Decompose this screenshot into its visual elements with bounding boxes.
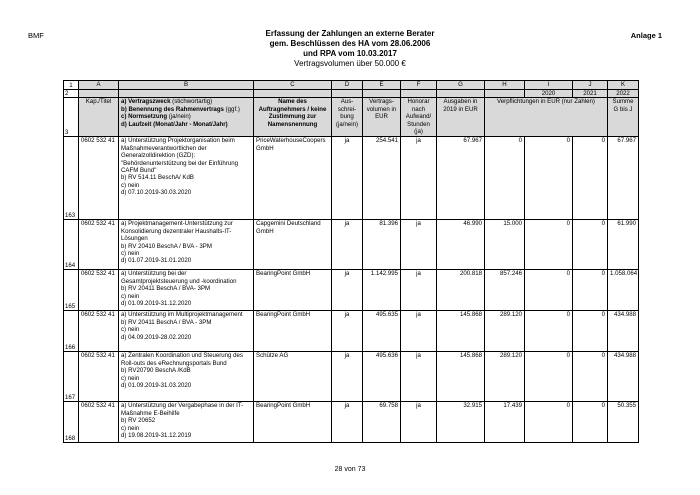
verpflichtung-2021-cell: 0 — [573, 220, 608, 270]
row-number: 1 — [64, 81, 79, 90]
row-number: 2 — [64, 90, 79, 98]
ausgaben-2019-cell: 200.818 — [437, 270, 485, 311]
year-row — [64, 90, 639, 98]
vertragsvolumen-cell: 81.396 — [363, 220, 401, 270]
table-row — [64, 311, 639, 352]
column-letter: A — [79, 81, 119, 90]
kap-titel-cell: 0602 532 41 — [79, 270, 119, 311]
verpflichtung-2020-cell: 0 — [525, 311, 573, 352]
table-row — [64, 137, 639, 220]
row-number: 164 — [64, 220, 79, 270]
auftragnehmer-cell: Capgemini Deutschland GmbH — [254, 220, 332, 270]
header-summe: Summe G bis J — [608, 98, 639, 137]
column-letter: G — [437, 81, 485, 90]
column-letter: H — [485, 81, 525, 90]
honorar-cell: ja — [401, 311, 437, 352]
title-line-2: gem. Beschlüssen des HA vom 28.06.2006 — [269, 39, 431, 48]
title-line-3: und RPA vom 10.03.2017 — [303, 49, 397, 58]
title-line-1: Erfassung der Zahlungen an externe Berater — [265, 29, 435, 38]
vertragsvolumen-cell: 495.636 — [363, 352, 401, 402]
summe-cell: 1.058.064 — [608, 270, 639, 311]
vertragsvolumen-cell: 69.758 — [363, 402, 401, 443]
title-line-4: Vertragsvolumen über 50.000 € — [294, 59, 406, 68]
ausschreibung-cell: ja — [332, 311, 363, 352]
payments-table — [63, 80, 639, 443]
summe-cell: 61.990 — [608, 220, 639, 270]
auftragnehmer-cell: BearingPoint GmbH — [254, 402, 332, 443]
column-letter: I — [525, 81, 573, 90]
honorar-cell: ja — [401, 220, 437, 270]
header-ausgaben-2019: Ausgaben in 2019 in EUR — [437, 98, 485, 137]
kap-titel-cell: 0602 532 41 — [79, 220, 119, 270]
vertragsvolumen-cell: 1.142.995 — [363, 270, 401, 311]
page-number: 28 von 73 — [334, 466, 366, 473]
table-row — [64, 352, 639, 402]
table-row — [64, 270, 639, 311]
verpflichtung-cell: 289.120 — [485, 311, 525, 352]
summe-cell: 434.988 — [608, 311, 639, 352]
column-letter: K — [608, 81, 639, 90]
kap-titel-cell: 0602 532 41 — [79, 402, 119, 443]
vertragszweck-cell: a) Projektmanagement-Unterstützung zur Konsolidierung dezentraler Haushalts-IT-Lösungen b) RV 20410 BeschA / BVA - 3PM c) nein d) 01.07.2019-31.01.2020 — [119, 220, 254, 270]
ausschreibung-cell: ja — [332, 352, 363, 402]
row-number: 3 — [64, 98, 79, 137]
ausgaben-2019-cell: 145.868 — [437, 311, 485, 352]
vertragszweck-cell: a) Unterstützung im Multiprojektmanagement b) RV 20411 BeschA / BVA - 3PM c) nein d) 04.09.2019-28.02.2020 — [119, 311, 254, 352]
year-2020: 2020 — [525, 90, 573, 98]
auftragnehmer-cell: PriceWaterhouseCoopers GmbH — [254, 137, 332, 220]
column-letter: J — [573, 81, 608, 90]
header-vertragsvolumen: Vertrags-volumen in EUR — [363, 98, 401, 137]
kap-titel-cell: 0602 532 41 — [79, 311, 119, 352]
ausgaben-2019-cell: 32.915 — [437, 402, 485, 443]
column-letter: F — [401, 81, 437, 90]
header-ausschreibung: Aus-schrei-bung (ja/nein) — [332, 98, 363, 137]
ausgaben-2019-cell: 67.967 — [437, 137, 485, 220]
vertragszweck-cell: a) Unterstützung der Vergabephase in der IT-Maßnahme E-Beihilfe b) RV 20652 c) nein d) 19.08.2019-31.12.2019 — [119, 402, 254, 443]
ausgaben-2019-cell: 145.868 — [437, 352, 485, 402]
verpflichtung-2020-cell: 0 — [525, 352, 573, 402]
verpflichtung-cell: 857.246 — [485, 270, 525, 311]
ausschreibung-cell: ja — [332, 402, 363, 443]
header-auftragnehmer: Name des Auftragnehmers / keine Zustimmung zur Namensnennung — [254, 98, 332, 137]
verpflichtung-2020-cell: 0 — [525, 137, 573, 220]
ausschreibung-cell: ja — [332, 270, 363, 311]
header-vertragszweck: a) Vertragszweck (stichwortartig) b) Benennung des Rahmenvertrags (ggf.) c) Normsetzung (ja/nein) d) Laufzeit (Monat/Jahr - Monat/Jahr) — [119, 98, 254, 137]
vertragszweck-cell: a) Zentralen Koordination und Steuerung des Roll-outs des eRechnungsportals Bund b) RV20790 BeschA /KdB c) nein d) 01.09.2019-31.03.2020 — [119, 352, 254, 402]
honorar-cell: ja — [401, 352, 437, 402]
verpflichtung-cell: 15.000 — [485, 220, 525, 270]
summe-cell: 50.355 — [608, 402, 639, 443]
column-letter: E — [363, 81, 401, 90]
verpflichtung-2021-cell: 0 — [573, 311, 608, 352]
document-title — [0, 29, 700, 69]
table-row — [64, 402, 639, 443]
verpflichtung-cell: 17.439 — [485, 402, 525, 443]
verpflichtung-2020-cell: 0 — [525, 402, 573, 443]
column-letter-row — [64, 81, 639, 90]
honorar-cell: ja — [401, 137, 437, 220]
ausschreibung-cell: ja — [332, 137, 363, 220]
header-verpflichtungen: Verpflichtungen in EUR (nur Zahlen) — [485, 98, 608, 137]
verpflichtung-2020-cell: 0 — [525, 220, 573, 270]
header-left: BMF — [28, 31, 44, 40]
verpflichtung-2021-cell: 0 — [573, 402, 608, 443]
table-row — [64, 220, 639, 270]
column-letter: B — [119, 81, 254, 90]
verpflichtung-2021-cell: 0 — [573, 270, 608, 311]
header-kap-titel: Kap./Titel — [79, 98, 119, 137]
kap-titel-cell: 0602 532 41 — [79, 352, 119, 402]
kap-titel-cell: 0602 532 41 — [79, 137, 119, 220]
vertragsvolumen-cell: 495.635 — [363, 311, 401, 352]
year-2021: 2021 — [573, 90, 608, 98]
year-2022: 2022 — [608, 90, 639, 98]
verpflichtung-cell: 289.120 — [485, 352, 525, 402]
vertragszweck-cell: a) Unterstützung Projektorganisation beim Maßnahmeverantwortlichen der Generalzolldirektion (GZD): "Behördenunterstützung bei der Einführung CAFM Bund" b) RV 514.11 BeschA/ KdB c) nein d) 07.10.2019-30.03.2020 — [119, 137, 254, 220]
header-honorar: Honorar nach Aufwand/ Stunden (ja) — [401, 98, 437, 137]
auftragnehmer-cell: BearingPoint GmbH — [254, 311, 332, 352]
header-row — [64, 98, 639, 137]
auftragnehmer-cell: Schütze AG — [254, 352, 332, 402]
verpflichtung-2021-cell: 0 — [573, 137, 608, 220]
verpflichtung-cell: 0 — [485, 137, 525, 220]
column-letter: D — [332, 81, 363, 90]
row-number: 165 — [64, 270, 79, 311]
vertragszweck-cell: a) Unterstützung bei der Gesamtprojektsteuerung und -koordination b) RV 20411 BeschA / BVA- 3PM c) nein d) 01.09.2019-31.12.2020 — [119, 270, 254, 311]
verpflichtung-2020-cell: 0 — [525, 270, 573, 311]
row-number: 168 — [64, 402, 79, 443]
summe-cell: 434.988 — [608, 352, 639, 402]
summe-cell: 67.967 — [608, 137, 639, 220]
ausgaben-2019-cell: 46.990 — [437, 220, 485, 270]
honorar-cell: ja — [401, 402, 437, 443]
ausschreibung-cell: ja — [332, 220, 363, 270]
auftragnehmer-cell: BearingPoint GmbH — [254, 270, 332, 311]
verpflichtung-2021-cell: 0 — [573, 352, 608, 402]
row-number: 166 — [64, 311, 79, 352]
column-letter: C — [254, 81, 332, 90]
row-number: 163 — [64, 137, 79, 220]
annex-label: Anlage 1 — [630, 31, 662, 40]
honorar-cell: ja — [401, 270, 437, 311]
vertragsvolumen-cell: 254.541 — [363, 137, 401, 220]
row-number: 167 — [64, 352, 79, 402]
